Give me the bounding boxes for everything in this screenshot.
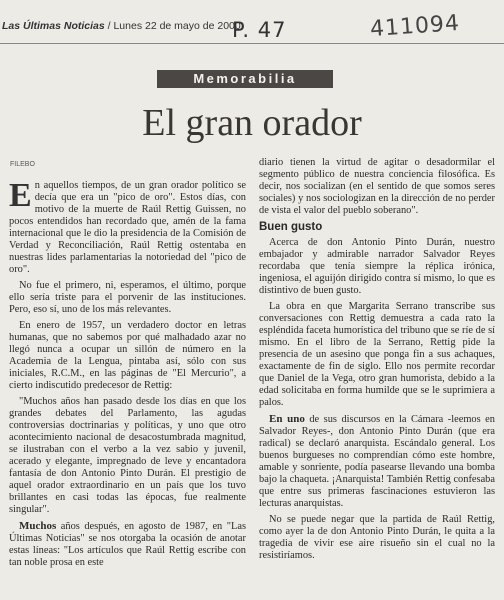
paragraph: En enero de 1957, un verdadero doctor en letras humanas, que no sabemos por qué malhadado azar no llegó nunca a ocupar un sillón de número en la Academia de la Lengua, pintaba así, sólo con sus iniciales, R.C.M., en las páginas de "El Mercurio", a cierto indiscutido predecesor de Rettig: [9, 320, 246, 391]
article-headline: El gran orador [142, 102, 362, 144]
paragraph [9, 177, 246, 276]
column-right [259, 157, 495, 566]
newspaper-name: Las Últimas Noticias [2, 20, 105, 32]
header-rule [0, 43, 504, 44]
paragraph [9, 520, 246, 569]
paragraph: Acerca de don Antonio Pinto Durán, nuestro embajador y admirable narrador Salvador Reyes recordaba que tenía siempre la réplica irónica, ingeniosa, el aguijón dirigido contra sí mismo, lo que es distintivo de buen gusto. [259, 237, 495, 296]
lead-in: En uno [269, 413, 305, 425]
publication-date: / Lunes 22 de mayo de 2000 [107, 20, 241, 32]
masthead [2, 20, 241, 32]
paragraph: No fue el primero, ni, esperamos, el último, porque ello sería triste para el porvenir de las instituciones. Pero, eso sí, uno de los más relevantes. [9, 280, 246, 315]
column-left [9, 177, 246, 573]
handwritten-code: 411094 [369, 10, 461, 43]
paragraph: diario tienen la virtud de agitar o desadormilar el segmento público de nuestra conciencia filosófica. Es decir, nos socializan (en el sentido de que somos seres sociales) y nos sociologizan en la dirección de no perder de vista el valor del pueblo soberano". [259, 157, 495, 216]
lead-in: Muchos [19, 520, 57, 532]
subheading: Buen gusto [259, 221, 323, 233]
paragraph-text: n aquellos tiempos, de un gran orador político se decía que era un "pico de oro". Estos días, con motivo de la muerte de Raúl Rettig Guissen, no pocos entendidos han recordado que, amén de la fama internacional que le dio la presidencia de la Comisión de Verdad y Reconciliación, Raúl Rettig ostentaba en nuestras lides parlamentarias la notoriedad del "pico de oro". [9, 180, 246, 275]
paragraph-text: de sus discursos en la Cámara -leemos en Salvador Reyes-, don Antonio Pinto Durán (que era radical) se declaró anarquista. Escándalo general. Los buenos burgueses no comprendían cómo este hombre, amable y sonriente, podía pasearse llevando una bomba bajo la chaqueta. ¡Anarquista! También Rettig confesaba que entre sus primeras fascinaciones estuvieron las lecturas anarquistas. [259, 414, 495, 509]
drop-cap: E [9, 177, 32, 214]
paragraph [259, 413, 495, 510]
section-banner: Memorabilia [157, 70, 333, 88]
paragraph: No se puede negar que la partida de Raúl Rettig, como ayer la de don Antonio Pinto Durán, le quita a la tragedia de vivir ese aire risueño sin el cual no la resistiríamos. [259, 514, 495, 561]
paragraph: "Muchos años han pasado desde los días en que los grandes debates del Parlamento, las agudas controversias doctrinarias y políticas, y uno que otro acontecimiento nacional de desacostumbrada magnitud, se ilustraban con el verbo a la vez sabio y juvenil, acerado y elegante, impregnado de leve y encantadora fantasía de don Antonio Pinto Durán. El prestigio de aquel orador extraordinario en un país que los tuvo brillantes en casi todas las épocas, fue realmente singular". [9, 396, 246, 515]
paragraph-text: años después, en agosto de 1987, en "Las Últimas Noticias" se nos otorgaba la ocasión de anotar estas líneas: "Los artículos que Raúl Rettig escribe con tan noble prosa en este [9, 521, 246, 568]
byline: FILEBO [10, 161, 35, 168]
paragraph: La obra en que Margarita Serrano transcribe sus conversaciones con Rettig demuestra a cada rato la espléndida faceta humorística del tribuno que se ríe de sí mismo. En el libro de la Serrano, Rettig pide la presencia de un asesino que ponga fin a sus achaques, exactamente de fin de siglo. Ello nos permite recordar que Daniel de la Vega, otro gran humorista, debido a la edad solicitaba en forma humilde que se le suprimiera a palos. [259, 301, 495, 408]
handwritten-page-number: P. 47 [232, 18, 287, 42]
